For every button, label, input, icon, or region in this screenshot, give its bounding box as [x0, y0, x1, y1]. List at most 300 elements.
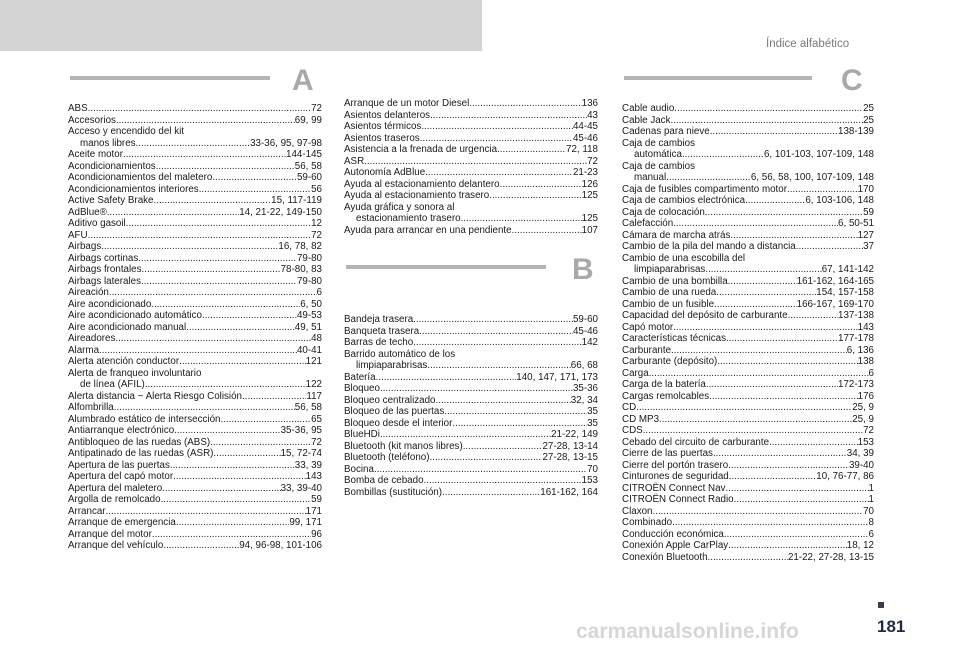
entry-term: Apertura de las puertas [68, 459, 170, 471]
entry-pages: 32, 34 [570, 394, 598, 406]
dot-leader [186, 322, 295, 334]
entry-term: Arrancar [68, 505, 106, 517]
index-column-b [344, 314, 598, 498]
dot-leader [734, 494, 869, 506]
index-entry [344, 383, 598, 395]
entry-pages: 59-60 [296, 172, 322, 183]
index-entry [344, 314, 598, 326]
dot-leader [497, 144, 566, 156]
entry-pages: 6 [868, 528, 874, 540]
dot-leader [380, 429, 551, 441]
dot-leader [442, 487, 540, 499]
entry-pages: 161-162, 164 [540, 486, 598, 498]
index-entry [344, 98, 598, 110]
entry-pages: 16, 78, 82 [278, 241, 322, 252]
dot-leader [421, 121, 573, 133]
index-entry [68, 299, 322, 311]
entry-term: CD [622, 402, 637, 413]
index-entry [344, 395, 598, 407]
entry-pages: 27-28, 13-14 [542, 440, 598, 452]
dot-leader [649, 368, 869, 380]
index-entry [622, 414, 874, 426]
dot-leader [705, 264, 821, 276]
entry-term: Caja de cambios electrónica [622, 195, 746, 206]
entry-term: Acondicionamientos del maletero [68, 172, 213, 183]
index-entry [344, 406, 598, 418]
index-entry [622, 368, 874, 380]
index-entry [68, 126, 322, 149]
entry-pages: 70 [863, 505, 874, 517]
entry-term: ABS [68, 103, 88, 114]
entry-pages: 99, 171 [289, 517, 322, 528]
index-entry [68, 172, 322, 184]
index-entry [68, 368, 322, 391]
entry-term: Caja de cambios [622, 137, 695, 149]
index-entry [68, 345, 322, 357]
dot-leader [138, 253, 297, 265]
entry-term: Alerta distancia ~ Alerta Riesgo Colisión [68, 390, 242, 402]
svg-text:carmanualsonline.info: carmanualsonline.info [576, 620, 799, 643]
entry-term: ASR [344, 155, 365, 167]
letter-header-b [346, 255, 596, 285]
index-entry [344, 452, 598, 464]
index-entry [68, 529, 322, 541]
entry-term: Aire acondicionado [68, 298, 152, 310]
dot-leader [145, 379, 306, 391]
dot-leader [724, 529, 869, 541]
entry-term: Cadenas para nieve [622, 126, 710, 137]
index-entry [68, 184, 322, 196]
entry-term: Autonomía AdBlue [344, 167, 426, 178]
entry-pages: 35 [587, 417, 598, 429]
dot-leader [796, 241, 863, 253]
entry-pages: 122 [305, 379, 322, 390]
dot-leader [672, 517, 868, 529]
index-entry [68, 310, 322, 322]
dot-leader [728, 540, 847, 552]
dot-leader [179, 356, 306, 368]
entry-term: Bocina [344, 463, 374, 475]
entry-pages: 72 [311, 436, 322, 448]
entry-pages: 59 [311, 494, 322, 505]
entry-pages: 66, 68 [570, 360, 598, 371]
dot-leader [413, 314, 573, 326]
index-entry [622, 437, 874, 449]
entry-pages: 161-162, 164-165 [796, 275, 874, 287]
entry-pages: 25, 9 [852, 402, 874, 413]
entry-pages: 72 [587, 155, 598, 167]
entry-term: Bloqueo de las puertas [344, 406, 445, 417]
index-entry [68, 241, 322, 253]
entry-term: Ayuda gráfica y sonora al [344, 201, 455, 213]
dot-leader [714, 299, 797, 311]
index-entry [622, 460, 874, 472]
dot-leader [643, 425, 863, 437]
entry-term-continued: manos libres [80, 137, 136, 149]
entry-pages: 6 [316, 287, 322, 298]
index-entry [68, 517, 322, 529]
page-number: 181 [877, 617, 906, 636]
entry-pages: 48 [311, 333, 322, 344]
index-entry [622, 322, 874, 334]
index-entry [622, 517, 874, 529]
entry-term: CITROËN Connect Radio [622, 494, 734, 505]
index-entry [68, 402, 322, 414]
dot-leader [682, 149, 764, 161]
entry-term: Cebado del circuito de carburante [622, 436, 770, 448]
dot-leader [673, 218, 838, 230]
entry-term: Accesorios [68, 114, 116, 126]
dot-leader [374, 464, 587, 476]
index-entry [622, 299, 874, 311]
dot-leader [136, 138, 251, 150]
entry-pages: 10, 76-77, 86 [816, 471, 874, 482]
entry-term: Apertura del capó motor [68, 471, 174, 482]
index-entry [344, 110, 598, 122]
entry-term: Acondicionamientos [68, 160, 156, 172]
index-entry [68, 425, 322, 437]
dot-leader [716, 287, 816, 299]
entry-pages: 8 [868, 517, 874, 528]
entry-term-continued: limpiaparabrisas [356, 360, 428, 371]
entry-term: Ayuda al estacionamiento trasero [344, 190, 490, 201]
entry-term: CDS [622, 425, 643, 436]
entry-pages: 6, 56, 58, 100, 107-109, 148 [750, 172, 874, 183]
index-entry [68, 448, 322, 460]
entry-pages: 96 [311, 528, 322, 540]
dot-leader [199, 184, 311, 196]
dot-leader [427, 360, 570, 372]
dot-leader [99, 345, 297, 357]
dot-leader [729, 471, 817, 483]
entry-term: Asientos delanteros [344, 109, 431, 121]
dot-leader [88, 230, 311, 242]
dot-leader [788, 310, 838, 322]
dot-leader [463, 441, 543, 453]
dot-leader [170, 460, 295, 472]
entry-term: Asientos traseros [344, 132, 420, 144]
index-entry [344, 418, 598, 430]
entry-term: Cámara de marcha atrás [622, 229, 731, 241]
index-entry [622, 276, 874, 288]
entry-pages: 72 [311, 103, 322, 114]
entry-pages: 15, 117-119 [271, 195, 322, 206]
index-entry [622, 379, 874, 391]
index-entry [344, 225, 598, 237]
dot-leader [708, 552, 788, 564]
index-entry [622, 506, 874, 518]
index-column-a [68, 103, 322, 552]
dot-leader [673, 322, 857, 334]
index-entry [622, 356, 874, 368]
entry-pages: 35-36 [572, 383, 598, 394]
entry-term: Conexión Bluetooth [622, 551, 708, 563]
dot-leader [713, 448, 847, 460]
index-entry [622, 529, 874, 541]
entry-pages: 6, 101-103, 107-109, 148 [763, 149, 874, 160]
watermark-logo [576, 620, 948, 644]
index-entry [622, 103, 874, 115]
dot-leader [425, 167, 573, 179]
entry-term: Banqueta trasera [344, 325, 420, 337]
dot-leader [706, 379, 838, 391]
dot-leader [106, 506, 306, 518]
dot-leader [419, 326, 573, 338]
dot-leader [242, 391, 306, 403]
index-entry [68, 149, 322, 161]
section-title: Índice alfabético [766, 38, 850, 50]
entry-term: Cinturones de seguridad [622, 471, 729, 482]
entry-term: Aceite motor [68, 149, 123, 160]
entry-term: CD MP3 [622, 413, 660, 425]
dot-leader [152, 529, 311, 541]
entry-pages: 144-145 [286, 149, 322, 160]
entry-pages: 33-36, 95, 97-98 [250, 137, 322, 149]
index-entry [68, 287, 322, 299]
index-entry [344, 475, 598, 487]
dot-leader [161, 494, 312, 506]
entry-term: AdBlue® [68, 206, 107, 218]
dot-leader [213, 448, 280, 460]
index-entry [344, 337, 598, 349]
index-entry [344, 121, 598, 133]
entry-term: Bluetooth (teléfono) [344, 452, 430, 463]
entry-term: AFU [68, 229, 88, 241]
entry-pages: 94, 96-98, 101-106 [239, 540, 322, 551]
index-entry [68, 437, 322, 449]
index-column-a-continued [344, 98, 598, 236]
entry-term: Cierre de las puertas [622, 448, 713, 459]
dot-leader [424, 475, 582, 487]
entry-pages: 125 [581, 213, 598, 224]
index-entry [622, 345, 874, 357]
entry-pages: 45-46 [572, 132, 598, 144]
dot-leader [142, 264, 281, 276]
dot-leader [469, 98, 581, 110]
dot-leader [210, 437, 311, 449]
dot-leader [670, 115, 863, 127]
index-entry [68, 253, 322, 265]
dot-leader [512, 225, 582, 237]
entry-term: Active Safety Brake [68, 195, 154, 206]
entry-pages: 125 [581, 190, 598, 201]
entry-pages: 72, 118 [566, 144, 598, 155]
index-entry [622, 494, 874, 506]
index-entry [68, 230, 322, 242]
entry-term: Arranque de emergencia [68, 517, 176, 528]
entry-pages: 138-139 [838, 126, 874, 137]
entry-pages: 37 [863, 241, 874, 252]
entry-term: Arranque del vehículo [68, 540, 164, 551]
entry-pages: 14, 21-22, 149-150 [239, 206, 322, 218]
entry-pages: 143 [857, 321, 874, 333]
entry-pages: 21-22, 27-28, 13-15 [787, 551, 874, 563]
dot-leader [659, 414, 852, 426]
entry-pages: 140, 147, 171, 173 [516, 371, 598, 383]
entry-pages: 6, 103-106, 148 [805, 195, 874, 206]
dot-leader [413, 337, 581, 349]
entry-pages: 127 [857, 229, 874, 241]
dot-leader [671, 345, 847, 357]
dot-leader [220, 414, 311, 426]
index-entry [622, 333, 874, 345]
dot-leader [489, 190, 581, 202]
index-entry [622, 425, 874, 437]
entry-pages: 6, 136 [846, 344, 874, 356]
dot-leader [666, 172, 751, 184]
dot-leader [420, 133, 573, 145]
entry-pages: 170 [857, 183, 874, 195]
dot-leader [380, 383, 573, 395]
entry-term: Cambio de la pila del mando a distancia [622, 241, 796, 252]
entry-pages: 121 [305, 356, 322, 367]
entry-term: Combinado [622, 517, 673, 528]
dot-leader [141, 276, 297, 288]
index-entry [68, 356, 322, 368]
index-entry [68, 471, 322, 483]
index-entry [622, 310, 874, 322]
dot-leader [154, 195, 272, 207]
letter-divider [346, 265, 546, 269]
dot-leader [376, 372, 517, 384]
entry-term: Cable audio [622, 103, 675, 114]
entry-term: Apertura del maletero [68, 482, 163, 494]
entry-term: Cambio de una escobilla del [622, 252, 746, 264]
entry-term-continued: manual [634, 172, 667, 183]
entry-term: BlueHDi [344, 429, 380, 440]
index-entry [622, 138, 874, 161]
letter-divider [624, 76, 812, 80]
entry-term-continued: estacionamiento trasero [356, 213, 461, 224]
entry-pages: 43 [587, 109, 598, 121]
entry-pages: 6, 50 [300, 298, 322, 310]
index-entry [68, 195, 322, 207]
index-entry [344, 144, 598, 156]
entry-term: Aire acondicionado automático [68, 310, 202, 321]
entry-term: Airbags [68, 241, 102, 252]
entry-pages: 65 [311, 413, 322, 425]
dot-leader [710, 126, 838, 138]
entry-term: Bombillas (sustitución) [344, 486, 443, 498]
entry-term: Argolla de remolcado [68, 494, 161, 505]
entry-term: Claxon [622, 505, 653, 517]
dot-leader [730, 230, 857, 242]
dot-leader [452, 418, 587, 430]
letter-header-c [624, 66, 874, 96]
dot-leader [709, 391, 858, 403]
entry-term: Caja de fusibles compartimento motor [622, 183, 787, 195]
index-entry [622, 448, 874, 460]
dot-leader [705, 207, 863, 219]
index-entry [622, 253, 874, 276]
index-entry [622, 195, 874, 207]
entry-pages: 137-138 [838, 310, 874, 321]
entry-pages: 49, 51 [294, 321, 322, 333]
dot-leader [653, 506, 864, 518]
dot-leader [162, 483, 280, 495]
dot-leader [725, 483, 868, 495]
dot-leader [151, 299, 300, 311]
entry-term: Caja de cambios [622, 160, 695, 172]
dot-leader [114, 402, 295, 414]
entry-term: Alarma [68, 344, 100, 356]
entry-pages: 1 [868, 482, 874, 494]
entry-pages: 27-28, 13-15 [542, 452, 598, 463]
entry-pages: 143 [305, 471, 322, 482]
dot-leader [430, 110, 587, 122]
index-entry [622, 241, 874, 253]
entry-term: Ayuda al estacionamiento delantero [344, 178, 500, 190]
entry-term: Arranque del motor [68, 528, 152, 540]
dot-leader [123, 149, 286, 161]
entry-pages: 35-36, 95 [280, 425, 322, 436]
dot-leader [109, 287, 317, 299]
entry-pages: 107 [581, 224, 598, 236]
entry-pages: 6, 50-51 [838, 218, 874, 229]
entry-pages: 138 [857, 356, 874, 367]
entry-term: Cargas remolcables [622, 390, 710, 402]
entry-term: Carga de la batería [622, 379, 706, 390]
dot-leader [364, 156, 587, 168]
entry-pages: 69, 99 [294, 114, 322, 126]
dot-leader [115, 333, 311, 345]
index-entry [344, 326, 598, 338]
dot-leader [430, 452, 543, 464]
index-entry [622, 218, 874, 230]
dot-leader [728, 460, 849, 472]
dot-leader [173, 471, 306, 483]
entry-pages: 56, 58 [294, 160, 322, 172]
entry-term: Acceso y encendido del kit [68, 126, 184, 137]
header-bar [0, 0, 482, 51]
entry-term: Bloqueo desde el interior [344, 417, 453, 429]
entry-pages: 166-167, 169-170 [796, 298, 874, 310]
entry-pages: 45-46 [572, 325, 598, 337]
dot-leader [163, 540, 239, 552]
entry-term: Asientos térmicos [344, 121, 422, 132]
index-entry [68, 414, 322, 426]
entry-pages: 18, 12 [846, 540, 874, 551]
index-entry [68, 494, 322, 506]
dot-leader [174, 425, 280, 437]
entry-pages: 126 [581, 178, 598, 190]
dot-leader [745, 195, 805, 207]
letter-a: A [292, 64, 314, 97]
index-entry [344, 190, 598, 202]
entry-pages: 40-41 [296, 344, 322, 356]
entry-pages: 34, 39 [846, 448, 874, 459]
page-marker [878, 602, 884, 608]
index-entry [68, 264, 322, 276]
entry-term: Asistencia a la frenada de urgencia [344, 144, 498, 155]
dot-leader [107, 207, 239, 219]
entry-term: Carburante [622, 344, 672, 356]
entry-term: Cierre del portón trasero [622, 459, 729, 471]
index-entry [344, 167, 598, 179]
entry-pages: 79-80 [296, 275, 322, 287]
entry-term: Bomba de cebado [344, 475, 424, 486]
index-entry [68, 115, 322, 127]
entry-term: Alfombrilla [68, 402, 114, 413]
entry-term: CITROËN Connect Nav [622, 482, 726, 494]
entry-term: Calefacción [622, 218, 674, 229]
entry-term: Barras de techo [344, 337, 414, 348]
dot-leader [88, 103, 311, 115]
entry-term: Batería [344, 371, 376, 383]
entry-pages: 21-23 [572, 167, 598, 178]
dot-leader [212, 172, 297, 184]
entry-term: Cable Jack [622, 114, 671, 126]
